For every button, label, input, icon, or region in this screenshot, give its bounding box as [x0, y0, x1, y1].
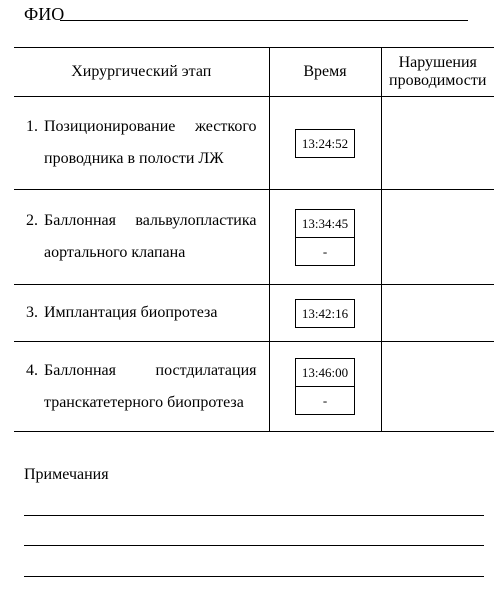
step-text: Позиционирование жесткого проводника в полости ЛЖ: [44, 118, 257, 167]
table-row: [14, 190, 494, 285]
table-row: [14, 342, 494, 432]
violation-cell[interactable]: [381, 97, 494, 190]
fio-field-line[interactable]: [60, 20, 468, 21]
fio-label: ФИО: [24, 4, 65, 24]
step-number: 3.: [26, 304, 38, 321]
procedure-table: [14, 47, 494, 432]
violation-cell[interactable]: [381, 342, 494, 432]
notes-line[interactable]: [24, 576, 484, 577]
time-value: 13:24:52: [301, 135, 349, 151]
time-box: [295, 129, 355, 158]
time-value: 13:42:16: [301, 305, 349, 321]
violation-cell[interactable]: [381, 190, 494, 285]
step-number: 2.: [26, 212, 38, 229]
header-surgical-step: Хирургический этап: [14, 48, 269, 97]
notes-title: Примечания: [24, 466, 109, 483]
time-value: 13:34:45: [301, 215, 349, 231]
step-text: Имплантация биопротеза: [44, 304, 218, 321]
notes-line[interactable]: [24, 545, 484, 546]
notes-line[interactable]: [24, 515, 484, 516]
time-box: [295, 358, 355, 415]
table-row: [14, 285, 494, 342]
header-conduction-violations: Нарушения проводимости: [381, 48, 494, 97]
time-box: [295, 209, 355, 266]
step-number: 1.: [26, 118, 38, 135]
table-row: [14, 97, 494, 190]
header-time: Время: [269, 48, 381, 97]
time-value: 13:46:00: [301, 365, 349, 380]
step-text: Баллонная вальвулопластика аортального клапана: [44, 212, 257, 261]
violation-cell[interactable]: [381, 285, 494, 342]
time-value-secondary: -: [296, 237, 354, 265]
time-box: [295, 299, 355, 328]
step-text: Баллонная постдилатация транскатетерного биопротеза: [44, 361, 257, 411]
table-header-row: [14, 48, 494, 97]
time-value-secondary: -: [296, 386, 354, 414]
step-number: 4.: [26, 361, 38, 379]
